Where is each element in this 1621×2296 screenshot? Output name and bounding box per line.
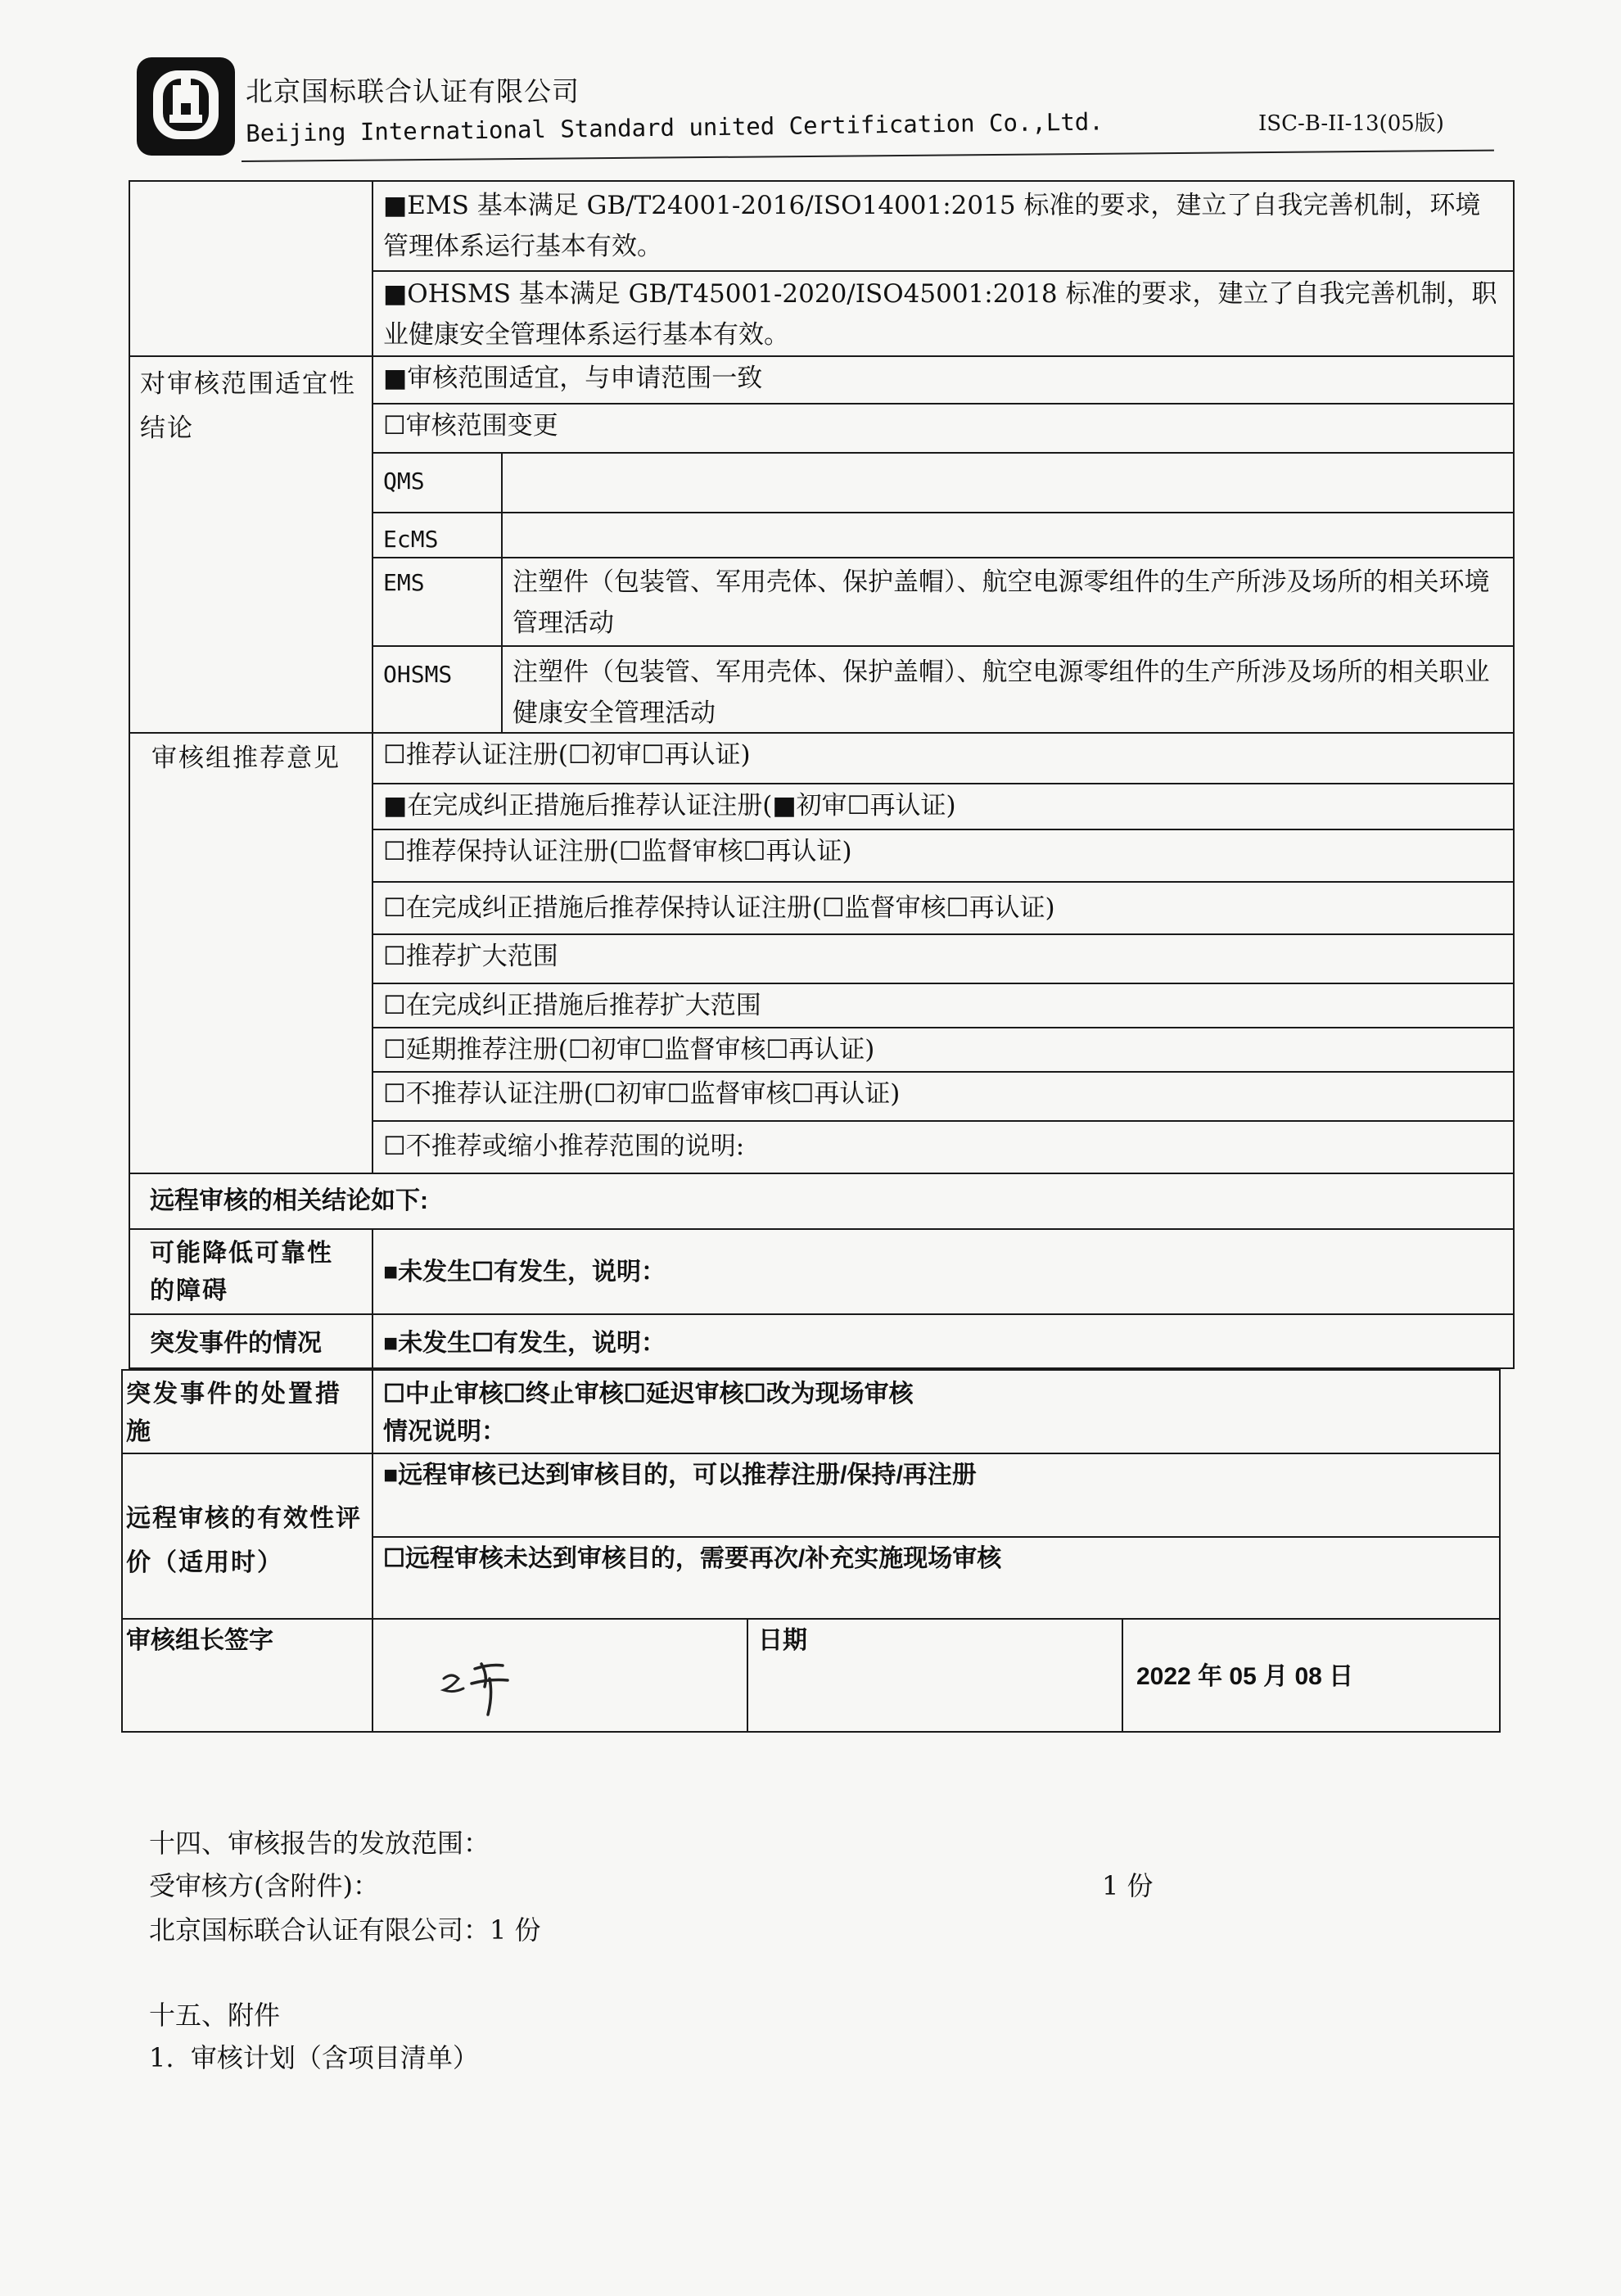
section14-title: 十四、审核报告的发放范围： — [149, 1828, 490, 1859]
effective-yes: ■远程审核已达到审核目的，可以推荐注册/保持/再注册 — [372, 1453, 1501, 1538]
leader-sign-box — [372, 1618, 748, 1733]
recommendation-label: 审核组推荐意见 — [129, 732, 373, 1174]
remote-heading: 远程审核的相关结论如下: — [129, 1173, 1515, 1230]
scope-appropriate: ■审核范围适宜，与申请范围一致 — [372, 355, 1515, 405]
document-code: ISC-B-II-13(05版) — [1258, 111, 1444, 136]
emergency-value: ■未发生☐有发生，说明： — [372, 1313, 1515, 1369]
section15-item: 1. 审核计划（含项目清单） — [149, 2042, 479, 2073]
leader-sign-label: 审核组长签字 — [121, 1618, 373, 1733]
company-name-cn: 北京国标联合认证有限公司 — [246, 75, 580, 107]
recommendation-option: ☐推荐认证注册(☐初审☐再认证) — [372, 732, 1515, 784]
recommendation-option: ☐推荐保持认证注册(☐监督审核☐再认证) — [372, 829, 1515, 883]
section15-title: 十五、附件 — [149, 2000, 281, 2031]
scope-row-qms-system: QMS — [372, 452, 503, 513]
recommendation-option: ☐推荐扩大范围 — [372, 933, 1515, 984]
section14-auditee-copies: 1 份 — [1102, 1870, 1154, 1901]
handling-value: ☐中止审核☐终止审核☐延迟审核☐改为现场审核 — [383, 1381, 914, 1408]
recommendation-option: ☐延期推荐注册(☐初审☐监督审核☐再认证) — [372, 1027, 1515, 1073]
recommendation-option: ☐不推荐认证注册(☐初审☐监督审核☐再认证) — [372, 1071, 1515, 1122]
scope-row-ems-text: 注塑件（包装管、军用壳体、保护盖帽）、航空电源零组件的生产所涉及场所的相关环境管理活动 — [501, 557, 1515, 647]
emergency-label: 突发事件的情况 — [129, 1313, 373, 1369]
ohsms-conclusion: ■OHSMS 基本满足 GB/T45001-2020/ISO45001:2018 标准的要求，建立了自我完善机制，职业健康安全管理体系运行基本有效。 — [372, 270, 1515, 357]
company-logo — [133, 54, 238, 159]
signature-mark — [434, 1646, 540, 1720]
handling-note: 情况说明： — [383, 1418, 506, 1445]
header-divider — [242, 150, 1494, 162]
company-name-en: Beijing International Standard united Certification Co.,Ltd. — [246, 107, 1104, 147]
recommendation-option: ■在完成纠正措施后推荐认证注册(■初审☐再认证) — [372, 783, 1515, 830]
scope-row-ecms-system: EcMS — [372, 512, 503, 558]
obstacle-value: ■未发生☐有发生，说明： — [372, 1228, 1515, 1315]
obstacle-label: 可能降低可靠性的障碍 — [129, 1228, 373, 1315]
scope-row-ohsms-text: 注塑件（包装管、军用壳体、保护盖帽）、航空电源零组件的生产所涉及场所的相关职业健康安全管理活动 — [501, 645, 1515, 734]
scope-label: 对审核范围适宜性结论 — [129, 355, 373, 734]
handling-options — [372, 1369, 1501, 1454]
scope-changed: ☐审核范围变更 — [372, 403, 1515, 454]
scope-row-ohsms-system: OHSMS — [372, 645, 503, 734]
recommendation-option: ☐在完成纠正措施后推荐扩大范围 — [372, 983, 1515, 1028]
recommendation-option: ☐不推荐或缩小推荐范围的说明: — [372, 1120, 1515, 1174]
scope-row-qms-text — [501, 452, 1515, 513]
section14-company: 北京国标联合认证有限公司：1 份 — [149, 1914, 541, 1946]
effectiveness-label: 远程审核的有效性评价（适用时） — [121, 1453, 373, 1620]
handling-label: 突发事件的处置措施 — [121, 1369, 373, 1454]
section14-auditee: 受审核方(含附件)： — [149, 1870, 379, 1901]
effective-no: ☐远程审核未达到审核目的，需要再次/补充实施现场审核 — [372, 1536, 1501, 1620]
conclusion-left-blank — [129, 180, 373, 357]
recommendation-option: ☐在完成纠正措施后推荐保持认证注册(☐监督审核☐再认证) — [372, 881, 1515, 935]
ems-conclusion: ■EMS 基本满足 GB/T24001-2016/ISO14001:2015 标准的要求，建立了自我完善机制，环境管理体系运行基本有效。 — [372, 180, 1515, 272]
date-label: 日期 — [747, 1618, 1123, 1733]
scope-row-ecms-text — [501, 512, 1515, 558]
scope-row-ems-system: EMS — [372, 557, 503, 647]
date-value: 2022 年 05 月 08 日 — [1122, 1618, 1501, 1733]
